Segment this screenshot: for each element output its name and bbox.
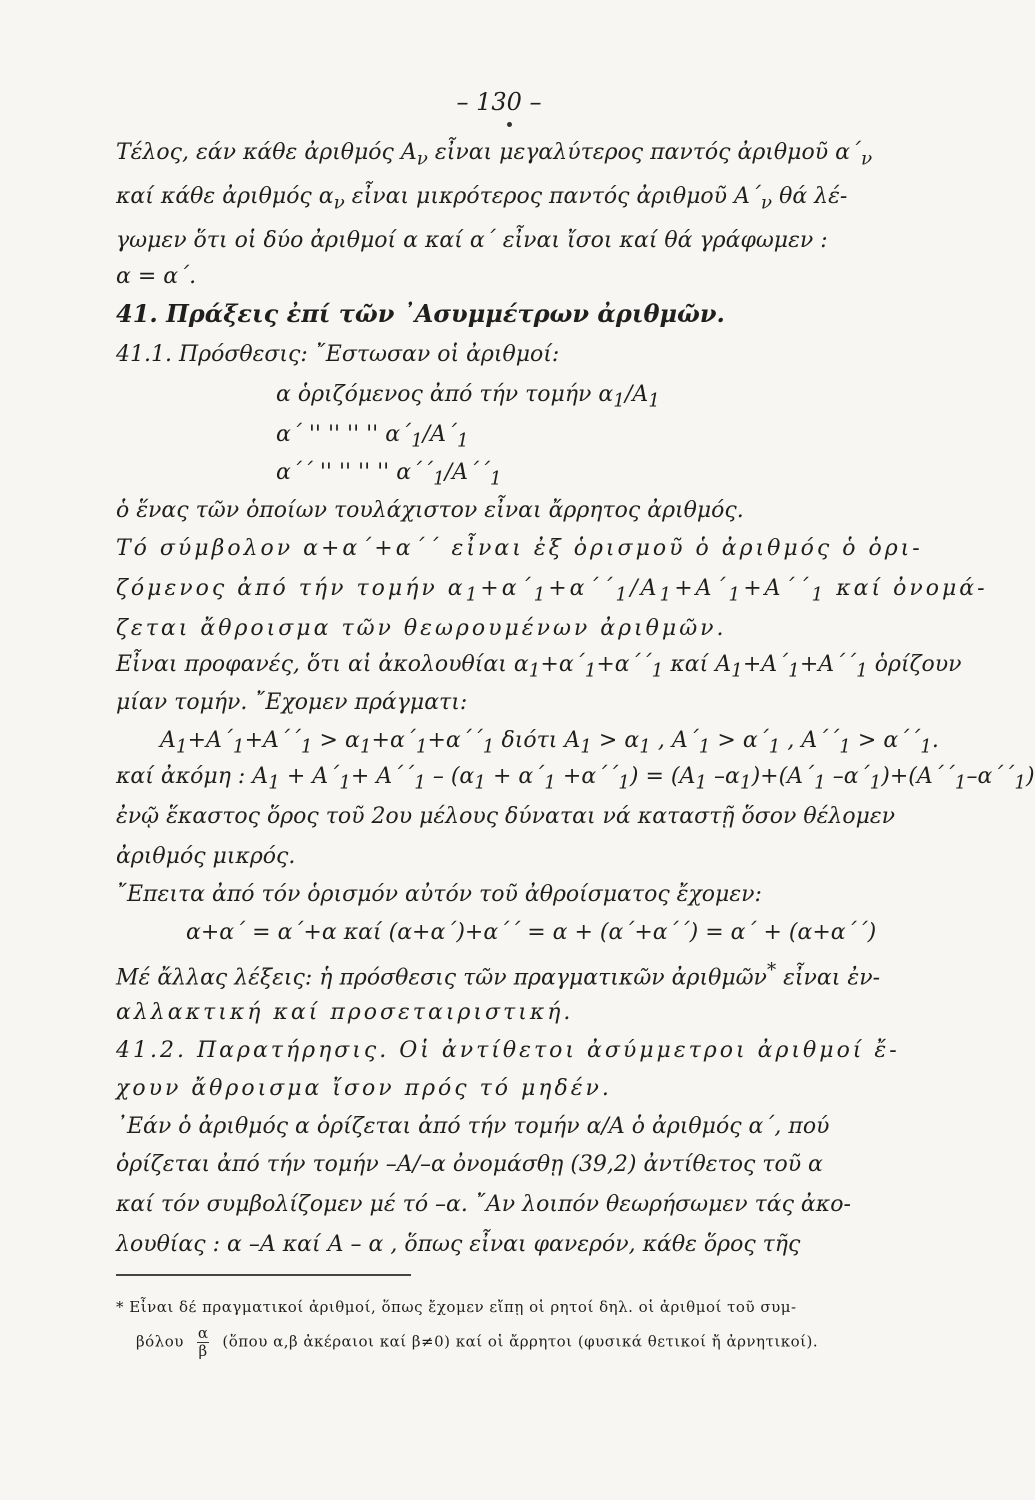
text-line: μίαν τομήν. ῎Εχομεν πράγματι:	[116, 690, 468, 715]
footnote-text: * Εἶναι δέ πραγματικοί ἀριθμοί, ὅπως ἔχομεν εἴπῃ οἱ ρητοί δηλ. οἱ ἀριθμοί τοῦ συμ-	[116, 1298, 797, 1316]
footnote-text: βόλου	[136, 1332, 184, 1351]
text-line: ᾿Εάν ὁ ἀριθμός α ὁρίζεται ἀπό τήν τομήν α/A ὁ ἀριθμός α΄, πού	[116, 1114, 830, 1139]
text-line: α΄ '' '' '' '' $\alpha΄_1/A΄_1$	[276, 422, 469, 452]
text-line: ζεται ἄθροισμα τῶν θεωρουμένων ἀριθμῶν.	[116, 616, 727, 641]
section-heading: 41. Πράξεις ἐπί τῶν ᾿Ασυμμέτρων ἀριθμῶν.	[116, 299, 725, 328]
text-line: Τέλος, εάν κάθε ἀριθμός $A_\nu$ εἶναι μεγαλύτερος παντός ἀριθμοῦ $\alpha΄_\nu$	[116, 140, 873, 170]
footnote-line	[136, 1326, 818, 1359]
text-line: ἀριθμός μικρός.	[116, 844, 296, 869]
text-line: αλλακτική καί προσεταιριστική.	[116, 1000, 574, 1025]
fraction-numerator: α	[197, 1324, 209, 1342]
text-line: α = α΄.	[116, 264, 197, 289]
text-line: λουθίας : α –A καί A – α , ὅπως εἶναι φανερόν, κάθε ὅρος τῆς	[116, 1232, 801, 1257]
text-line: γωμεν ὅτι οἱ δύο ἀριθμοί α καί α΄ εἶναι ἴσοι καί θά γράφωμεν :	[116, 228, 828, 253]
text-line: ὁρίζεται ἀπό τήν τομήν –A/–α ὀνομάσθῃ (39,2) ἀντίθετος τοῦ α	[116, 1152, 823, 1177]
text-line: α΄΄ '' '' '' '' $\alpha΄΄_1/A΄΄_1$	[276, 460, 502, 490]
fraction-denominator: β	[198, 1342, 208, 1360]
text-line: ἐνῷ ἕκαστος ὅρος τοῦ 2ου μέλους δύναται νά καταστῇ ὅσον θέλομεν	[116, 804, 896, 829]
text-line: καί τόν συμβολίζομεν μέ τό –α. ῎Αν λοιπόν θεωρήσωμεν τάς ἀκο-	[116, 1192, 851, 1217]
subsection-heading: 41.1. Πρόσθεσις: ῎Εστωσαν οἱ ἀριθμοί:	[116, 342, 560, 367]
text-line: ζόμενος ἀπό τήν τομήν $\alpha_1+\alpha΄_1+\alpha΄΄_1/A_1+A΄_1+A΄΄_1$ καί ὀνομά-	[116, 576, 988, 606]
text-line: χουν ἄθροισμα ἴσον πρός τό μηδέν.	[116, 1076, 612, 1101]
text-line: Μέ ἄλλας λέξεις: ἡ πρόσθεσις τῶν πραγματικῶν ἀριθμῶν* εἶναι ἐν-	[116, 960, 880, 991]
text-line: ῎Επειτα ἀπό τόν ὁρισμόν αὐτόν τοῦ ἀθροίσματος ἔχομεν:	[116, 882, 762, 907]
ink-dot	[507, 122, 512, 127]
text-line: Τό σύμβολον α+α΄+α΄΄ εἶναι ἐξ ὁρισμοῦ ὁ ἀριθμός ὁ ὁρι-	[116, 536, 923, 561]
fraction	[197, 1326, 209, 1359]
text-line: α ὁριζόμενος ἀπό τήν τομήν $\alpha_1/A_1$	[276, 382, 660, 412]
page-number: – 130 –	[456, 88, 542, 116]
footnote-rule	[116, 1274, 411, 1276]
text-line: καί ἀκόμη : $A_1 + A΄_1+ A΄΄_1 - (\alpha_1 + \alpha΄_1 +\alpha΄΄_1) = (A_1$ $-\alpha_1)+(A΄_1$ $-\alpha΄_1)+(A΄΄_1-\alpha΄΄_1)$	[116, 764, 1035, 794]
subsection-heading: 41.2. Παρατήρησις. Οἱ ἀντίθετοι ἀσύμμετροι ἀριθμοί ἔ-	[116, 1038, 900, 1063]
text-line: ὁ ἕνας τῶν ὁποίων τουλάχιστον εἶναι ἄρρητος ἀριθμός.	[116, 498, 744, 523]
text-line: Εἶναι προφανές, ὅτι αἱ ἀκολουθίαι $\alpha_1+\alpha΄_1+\alpha΄΄_1$ καί $A_1+A΄_1+A΄΄_1$ ὁρίζουν	[116, 652, 962, 682]
footnote-text: (ὅπου α,β ἀκέραιοι καί β≠0) καί οἱ ἄρρητοι (φυσικά θετικοί ἤ ἀρνητικοί).	[222, 1332, 819, 1351]
text-line: α+α΄ = α΄+α καί (α+α΄)+α΄΄ = α + (α΄+α΄΄) = α΄ + (α+α΄΄)	[186, 920, 877, 945]
text-line: καί κάθε ἀριθμός $\alpha_\nu$ εἶναι μικρότερος παντός ἀριθμοῦ $A΄_\nu$ θά λέ-	[116, 184, 848, 214]
text-line: $A_1+A΄_1+A΄΄_1 > \alpha_1+\alpha΄_1+\alpha΄΄_1$ διότι $A_1 > \alpha_1$ , $A΄_1 > \alpha΄_1$ , $A΄΄_1 > \alpha΄΄_1$.	[160, 728, 939, 758]
footnote-line	[116, 1300, 797, 1315]
